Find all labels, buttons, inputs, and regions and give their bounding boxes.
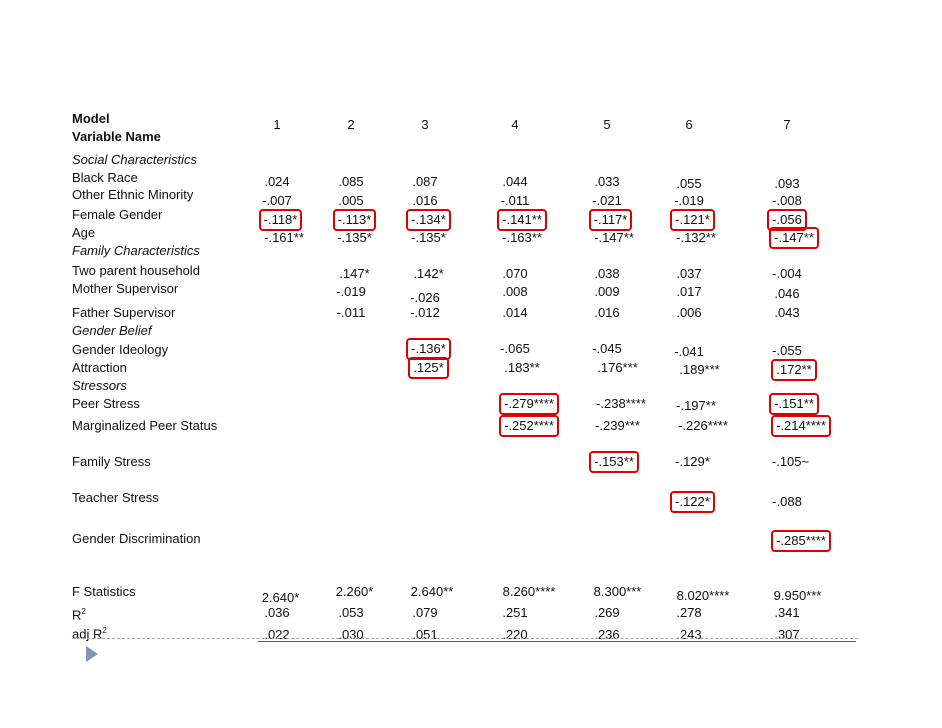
- highlight-box: [771, 359, 816, 381]
- cell-m7-other: -.008: [772, 193, 802, 208]
- row-label-fam: Family Characteristics: [72, 243, 200, 258]
- cell-m3-mother: -.026: [410, 290, 440, 305]
- row-label-other: Other Ethnic Minority: [72, 187, 194, 202]
- bottom-dashed-rule: [72, 638, 858, 639]
- superscript-2: 2: [102, 626, 107, 635]
- cell-m1-age: -.161**: [264, 230, 304, 245]
- cell-m7-twop: -.004: [772, 266, 802, 281]
- highlight-box: [771, 415, 831, 437]
- cell-m5-other: -.021: [592, 193, 622, 208]
- row-label-attr: Attraction: [72, 360, 127, 375]
- cell-m3-female: -.134*: [411, 212, 446, 227]
- cell-m6-twop: .037: [676, 266, 702, 281]
- superscript-2: 2: [81, 607, 86, 616]
- cell-m1-black: .024: [264, 174, 290, 189]
- column-header-4: 4: [511, 117, 519, 132]
- cell-m7-fstat: 9.950***: [773, 588, 822, 603]
- cell-m1-other: -.007: [262, 193, 292, 208]
- cell-m7-attr: .172**: [776, 362, 812, 377]
- cell-m6-peer: -.197**: [676, 398, 716, 413]
- highlight-box: [497, 209, 547, 231]
- cell-m7-famstress: -.105~: [771, 454, 810, 469]
- cell-m6-r2: .278: [676, 605, 702, 620]
- variable-name-header: Variable Name: [72, 129, 161, 144]
- cell-m7-mother: .046: [774, 286, 800, 301]
- cell-m6-attr: .189***: [679, 362, 720, 377]
- cell-m4-attr: .183**: [504, 360, 540, 375]
- cell-m6-marg: -.226****: [678, 418, 728, 433]
- row-label-r2: $R^2$: [72, 607, 86, 623]
- cell-m4-gideo: -.065: [500, 341, 530, 356]
- cell-m2-black: .085: [338, 174, 364, 189]
- highlight-box: [408, 357, 448, 379]
- cell-m7-age: -.147**: [774, 230, 814, 245]
- model-header: Model: [72, 111, 110, 126]
- highlight-box: [670, 209, 715, 231]
- highlight-box: [406, 209, 451, 231]
- cell-m3-attr: .125*: [413, 360, 444, 375]
- cell-m5-black: .033: [594, 174, 620, 189]
- cell-m7-peer: -.151**: [774, 396, 814, 411]
- row-label-famstress: Family Stress: [72, 454, 151, 469]
- column-header-6: 6: [685, 117, 693, 132]
- bottom-rule: [258, 641, 856, 642]
- cell-m5-famstress: -.153**: [594, 454, 634, 469]
- highlight-box: [589, 451, 639, 473]
- row-label-twop: Two parent household: [72, 263, 200, 278]
- cell-m1-female: -.118*: [263, 212, 298, 227]
- row-label-female: Female Gender: [72, 207, 163, 222]
- column-header-5: 5: [603, 117, 611, 132]
- row-label-mother: Mother Supervisor: [72, 281, 179, 296]
- cell-m3-black: .087: [412, 174, 438, 189]
- cell-m1-adjr2: .022: [264, 627, 290, 642]
- cell-m2-adjr2: .030: [338, 627, 364, 642]
- cell-m6-father: .006: [676, 305, 702, 320]
- cell-m5-age: -.147**: [594, 230, 634, 245]
- row-label-gdisc: Gender Discrimination: [72, 531, 201, 546]
- cell-m4-r2: .251: [502, 605, 528, 620]
- cell-m3-other: .016: [412, 193, 438, 208]
- cell-m5-mother: .009: [594, 284, 620, 299]
- highlight-box: [259, 209, 303, 231]
- column-header-3: 3: [421, 117, 429, 132]
- cell-m6-black: .055: [676, 176, 702, 191]
- cell-m6-age: -.132**: [676, 230, 716, 245]
- cell-m4-father: .014: [502, 305, 528, 320]
- cell-m4-other: -.011: [500, 193, 530, 208]
- cell-m3-fstat: 2.640**: [410, 584, 454, 599]
- cell-m2-r2: .053: [338, 605, 364, 620]
- highlight-box: [670, 491, 715, 513]
- cell-m7-gideo: -.055: [772, 343, 802, 358]
- highlight-box: [499, 415, 559, 437]
- cell-m5-peer: -.238****: [596, 396, 646, 411]
- cell-m2-father: -.011: [336, 305, 366, 320]
- row-label-gb: Gender Belief: [72, 323, 152, 338]
- cell-m6-famstress: -.129*: [675, 454, 710, 469]
- cell-m4-mother: .008: [502, 284, 528, 299]
- row-label-adjr2: adj $R^2$: [72, 626, 107, 642]
- highlight-box: [769, 393, 819, 415]
- highlight-box: [771, 530, 831, 552]
- cell-m3-twop: .142*: [413, 266, 444, 281]
- cell-m7-father: .043: [774, 305, 800, 320]
- cell-m6-adjr2: .243: [676, 627, 702, 642]
- cell-m6-female: -.121*: [675, 212, 710, 227]
- row-label-gideo: Gender Ideology: [72, 342, 169, 357]
- cell-m7-r2: .341: [774, 605, 800, 620]
- cell-m7-black: .093: [774, 176, 800, 191]
- cell-m7-adjr2: .307: [774, 627, 800, 642]
- cell-m7-gdisc: -.285****: [776, 533, 826, 548]
- cell-m3-father: -.012: [410, 305, 440, 320]
- cell-m2-female: -.113*: [337, 212, 372, 227]
- cell-m2-mother: -.019: [336, 284, 366, 299]
- row-label-str: Stressors: [72, 378, 127, 393]
- cell-m3-adjr2: .051: [412, 627, 438, 642]
- cell-m5-marg: -.239***: [595, 418, 640, 433]
- row-label-age: Age: [72, 225, 96, 240]
- cell-m3-r2: .079: [412, 605, 438, 620]
- cell-m4-fstat: 8.260****: [502, 584, 556, 599]
- highlight-box: [769, 227, 819, 249]
- cell-m5-fstat: 8.300***: [593, 584, 642, 599]
- cell-m5-father: .016: [594, 305, 620, 320]
- cell-m6-mother: .017: [676, 284, 702, 299]
- cell-m5-attr: .176***: [597, 360, 638, 375]
- cell-m5-twop: .038: [594, 266, 620, 281]
- cell-m5-gideo: -.045: [592, 341, 622, 356]
- highlight-box: [333, 209, 377, 231]
- cell-m1-fstat: 2.640*: [261, 590, 300, 605]
- column-header-2: 2: [347, 117, 355, 132]
- column-header-1: 1: [273, 117, 281, 132]
- highlight-box: [589, 209, 633, 231]
- cell-m1-r2: .036: [264, 605, 290, 620]
- highlight-box: [499, 393, 559, 415]
- cell-m5-adjr2: .236: [594, 627, 620, 642]
- cell-m5-r2: .269: [594, 605, 620, 620]
- cell-m6-gideo: -.041: [674, 344, 704, 359]
- cell-m2-twop: .147*: [339, 266, 370, 281]
- column-header-7: 7: [783, 117, 791, 132]
- row-label-peer: Peer Stress: [72, 396, 140, 411]
- row-label-marg: Marginalized Peer Status: [72, 418, 218, 433]
- row-label-father: Father Supervisor: [72, 305, 176, 320]
- row-label-fstat: F Statistics: [72, 584, 136, 599]
- cell-m6-fstat: 8.020****: [676, 588, 730, 603]
- cell-m2-fstat: 2.260*: [335, 584, 374, 599]
- cell-m4-marg: -.252****: [504, 418, 554, 433]
- cell-m3-age: -.135*: [411, 230, 446, 245]
- cell-m4-black: .044: [502, 174, 528, 189]
- row-label-soc: Social Characteristics: [72, 152, 197, 167]
- cell-m4-peer: -.279****: [504, 396, 554, 411]
- cell-m4-adjr2: .220: [502, 627, 528, 642]
- cell-m2-age: -.135*: [337, 230, 372, 245]
- slide-bullet-arrow-icon: [86, 646, 98, 662]
- cell-m2-other: .005: [338, 193, 364, 208]
- cell-m6-teacher: -.122*: [675, 494, 710, 509]
- cell-m3-gideo: -.136*: [411, 341, 446, 356]
- row-label-black: Black Race: [72, 170, 138, 185]
- cell-m5-female: -.117*: [593, 212, 628, 227]
- cell-m4-age: -.163**: [502, 230, 542, 245]
- cell-m7-teacher: -.088: [772, 494, 802, 509]
- cell-m4-female: -.141**: [502, 212, 542, 227]
- row-label-teacher: Teacher Stress: [72, 490, 159, 505]
- cell-m4-twop: .070: [502, 266, 528, 281]
- cell-m7-female: -.056: [772, 212, 802, 227]
- cell-m6-other: -.019: [674, 193, 704, 208]
- cell-m7-marg: -.214****: [776, 418, 826, 433]
